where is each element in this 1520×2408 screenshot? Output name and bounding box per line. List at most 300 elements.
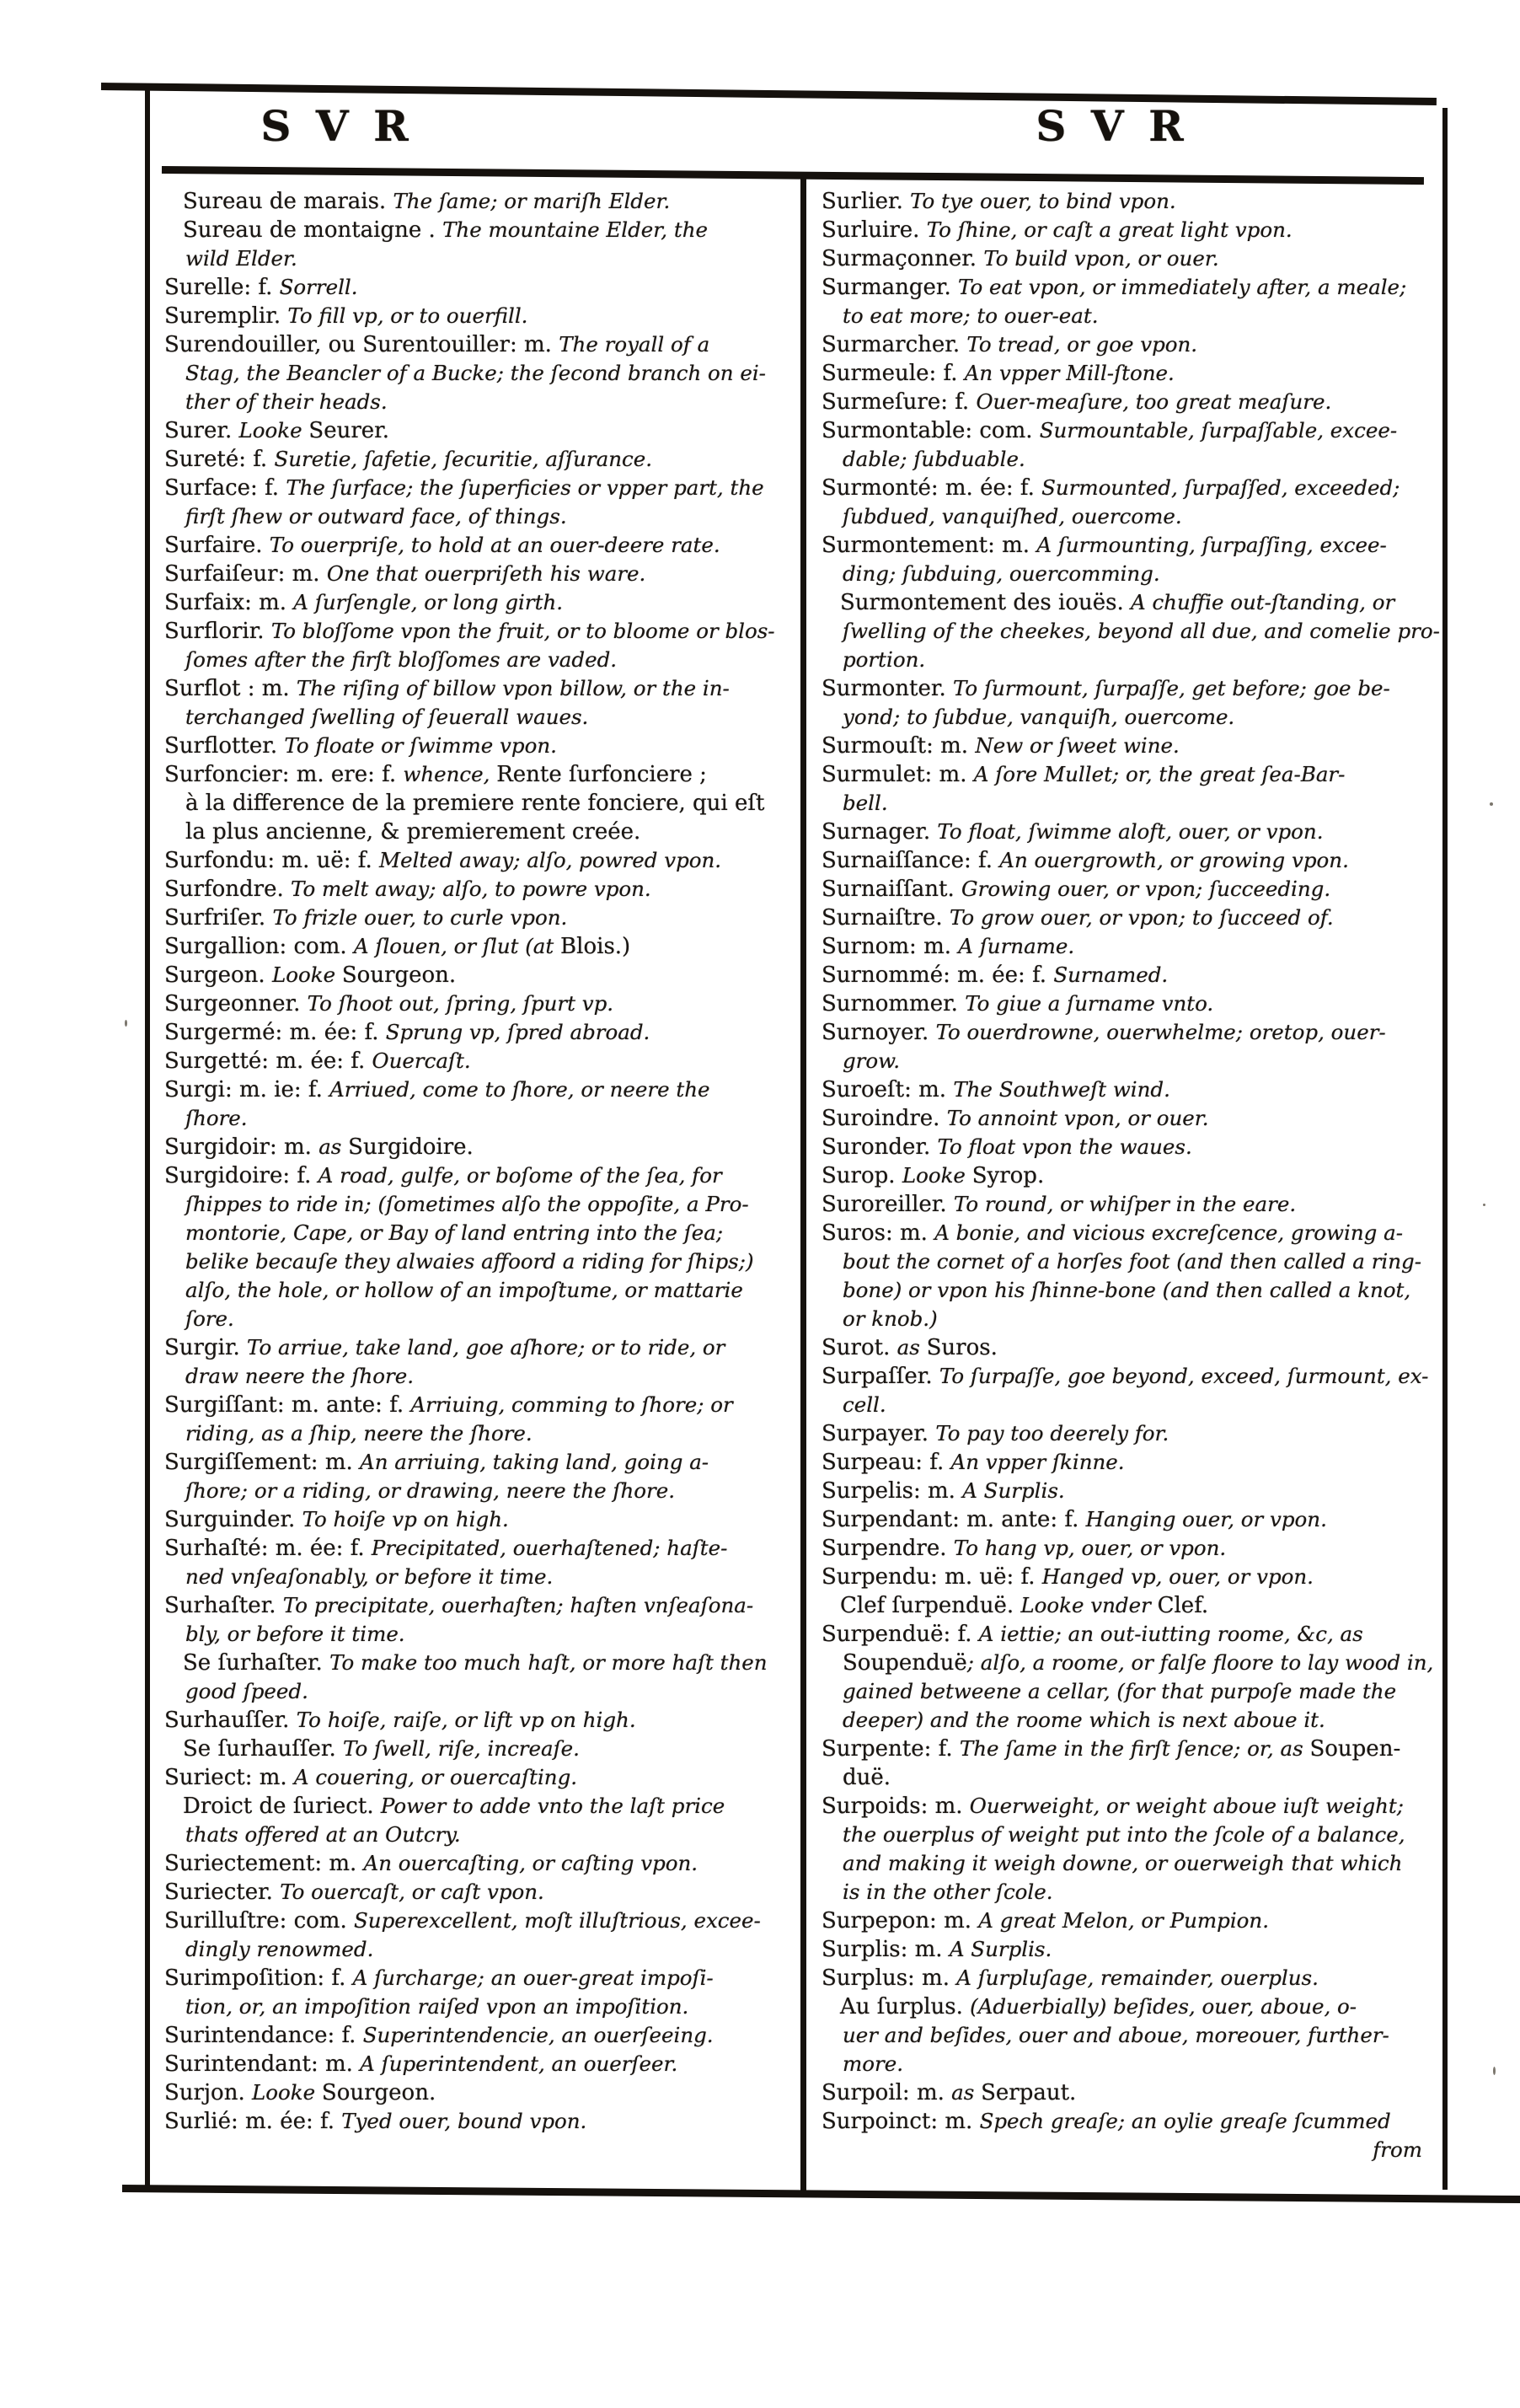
roman-text: Surlié: m. ée: f. — [164, 2109, 342, 2134]
text-line — [164, 502, 798, 531]
text-line — [822, 187, 1434, 216]
text-line — [822, 216, 1434, 244]
roman-text: Surnom: m. — [822, 934, 959, 959]
text-line — [164, 1849, 798, 1878]
italic-text: draw neere the ſhore. — [185, 1364, 415, 1388]
italic-text: ned vnſeaſonably, or before it time. — [185, 1564, 554, 1589]
text-line — [822, 302, 1434, 330]
roman-text: Suros: m. — [822, 1220, 935, 1246]
roman-text: Surot. — [822, 1335, 897, 1360]
roman-text: Sureté: f. — [164, 447, 275, 472]
italic-text: Tyed ouer, bound vpon. — [341, 2109, 587, 2133]
text-line — [822, 1792, 1434, 1821]
italic-text: A Surplis. — [962, 1478, 1065, 1503]
italic-text: bout the cornet of a horſes foot (and then called a ring- — [843, 1249, 1421, 1274]
text-line — [164, 2050, 798, 2078]
italic-text: firſt ſhew or outward face, of things. — [185, 504, 567, 528]
roman-text: Surplis: m. — [822, 1937, 950, 1962]
roman-text: Surfondu: m. uë: f. — [164, 848, 379, 873]
text-line — [164, 1104, 798, 1133]
roman-text: Suroreiller. — [822, 1192, 954, 1217]
italic-text: An vpper ſkinne. — [950, 1450, 1125, 1474]
italic-text: Spech greaſe; an oylie greaſe ſcummed — [979, 2109, 1391, 2133]
roman-text: Suroindre. — [822, 1106, 947, 1131]
roman-text: Surnager. — [822, 819, 938, 845]
left-column — [164, 187, 798, 2136]
text-line — [822, 1190, 1434, 1219]
scan-speck — [1490, 802, 1493, 806]
roman-text: Surgidoire. — [348, 1134, 474, 1160]
roman-text: Surfaiſeur: m. — [164, 561, 327, 587]
text-line — [822, 1706, 1434, 1735]
italic-text: ſubdued, vanquiſhed, ouercome. — [843, 504, 1182, 528]
roman-text: Surer. — [164, 418, 239, 443]
roman-text: Surpaſſer. — [822, 1364, 939, 1389]
text-line — [822, 1735, 1434, 1763]
roman-text: Suriecter. — [164, 1880, 281, 1905]
text-line — [164, 1706, 798, 1735]
italic-text: Melted away; alſo, powred vpon. — [379, 848, 722, 872]
italic-text: and making it weigh downe, or ouerweigh that which — [843, 1851, 1403, 1875]
italic-text: ſwelling of the cheekes, beyond all due, and comelie pro- — [843, 619, 1440, 643]
roman-text: Sureau de marais. — [183, 189, 393, 214]
text-line — [164, 1735, 798, 1763]
roman-text: Surgidoire: f. — [164, 1163, 318, 1188]
roman-text: Au ſurplus. — [840, 1994, 971, 2019]
italic-text: To ſurpaſſe, goe beyond, exceed, ſurmount, ex- — [939, 1364, 1429, 1388]
text-line — [164, 1448, 798, 1477]
roman-text: Surgi: m. ie: f. — [164, 1077, 330, 1102]
roman-text: Seurer. — [308, 418, 389, 443]
italic-text: A chuffie out-ſtanding, or — [1130, 590, 1395, 614]
text-line — [822, 1649, 1434, 1677]
italic-text: Looke vnder — [1020, 1593, 1158, 1617]
text-line — [164, 989, 798, 1018]
text-line — [164, 1907, 798, 1935]
text-line — [822, 674, 1434, 703]
text-line — [822, 989, 1434, 1018]
italic-text: ther of their heads. — [185, 389, 388, 414]
text-line — [822, 1563, 1434, 1591]
roman-text: Surpendre. — [822, 1536, 954, 1561]
text-line — [164, 1362, 798, 1391]
italic-text: Surmountable, ſurpaſſable, excee- — [1039, 418, 1398, 442]
italic-text: Stag, the Beancler of a Bucke; the ſecond branch on ei- — [185, 361, 766, 385]
text-line — [822, 1505, 1434, 1534]
text-line — [164, 1247, 798, 1276]
text-line — [822, 1133, 1434, 1161]
roman-text: Rente ſurfonciere ; — [496, 762, 707, 787]
roman-text: Surluire. — [822, 217, 927, 243]
roman-text: Syrop. — [971, 1163, 1045, 1188]
roman-text: Surpoids: m. — [822, 1794, 970, 1819]
italic-text: To float vpon the waues. — [937, 1134, 1192, 1159]
text-line — [164, 1821, 798, 1849]
text-line — [822, 932, 1434, 961]
text-line — [822, 789, 1434, 818]
roman-text: Suroeſt: m. — [822, 1077, 954, 1102]
italic-text: belike becauſe they alwaies affoord a riding for ſhips;) — [185, 1249, 754, 1274]
text-line — [822, 1219, 1434, 1247]
text-line — [822, 273, 1434, 302]
text-line — [822, 531, 1434, 560]
text-line — [164, 588, 798, 617]
roman-text: Surgir. — [164, 1335, 248, 1360]
italic-text: ſomes after the firſt bloſſomes are vaded. — [185, 647, 618, 672]
text-line — [822, 1878, 1434, 1907]
text-line — [822, 2021, 1434, 2050]
italic-text: A ſurpluſage, remainder, ouerplus. — [956, 1966, 1319, 1990]
italic-text: bell. — [843, 791, 888, 815]
text-line — [822, 846, 1434, 875]
roman-text: Surpelis: m. — [822, 1478, 963, 1504]
italic-text: uer and beſides, ouer and aboue, moreouer, further- — [843, 2023, 1389, 2047]
running-head-left: S V R — [260, 101, 414, 151]
roman-text: Surplus: m. — [822, 1966, 957, 1991]
italic-text: from — [1373, 2137, 1422, 2162]
left-border-rule — [145, 84, 150, 2191]
roman-text: Surjon. — [164, 2080, 252, 2105]
roman-text: Surgermé: m. ée: f. — [164, 1020, 386, 1045]
text-line — [164, 2107, 798, 2136]
roman-text: Surhauſſer. — [164, 1708, 297, 1733]
italic-text: Sprung vp, ſpred abroad. — [385, 1020, 650, 1044]
roman-text: Surimpoſition: f. — [164, 1966, 353, 1991]
roman-text: Surop. — [822, 1163, 902, 1188]
right-column — [822, 187, 1440, 2164]
roman-text: Surpendu: m. uë: f. — [822, 1564, 1042, 1590]
italic-text: or knob.) — [843, 1306, 938, 1331]
text-line — [164, 1419, 798, 1448]
roman-text: Surmonter. — [822, 676, 953, 701]
roman-text: Surmarcher. — [822, 332, 967, 357]
roman-text: Surpeau: f. — [822, 1450, 951, 1475]
text-line — [164, 2078, 798, 2107]
italic-text: To eat vpon, or immediately after, a meale; — [958, 275, 1407, 299]
italic-text: To hoiſe, raiſe, or lift vp on high. — [296, 1708, 636, 1732]
roman-text: Surfoncier: m. ere: f. — [164, 762, 404, 787]
roman-text: Surmouſt: m. — [822, 733, 976, 759]
italic-text: The ſame; or mariſh Elder. — [393, 189, 671, 213]
text-line — [164, 904, 798, 932]
text-line — [164, 445, 798, 474]
italic-text: To fill vp, or to ouerfill. — [287, 303, 528, 328]
italic-text: To floate or ſwimme vpon. — [284, 733, 557, 758]
roman-text: Surmontement: m. — [822, 533, 1037, 558]
roman-text: Surfaire. — [164, 533, 270, 558]
italic-text: Power to adde vnto the laſt price — [380, 1794, 725, 1818]
italic-text: To ſhoot out, ſpring, ſpurt vp. — [307, 991, 614, 1016]
text-line — [822, 2050, 1434, 2078]
text-line — [164, 1792, 798, 1821]
italic-text: To melt away; alſo, to powre vpon. — [291, 877, 651, 901]
roman-text: Surintendant: m. — [164, 2051, 361, 2077]
italic-text: The riſing of billow vpon billow, or the in- — [296, 676, 730, 700]
italic-text: is in the other ſcole. — [843, 1880, 1053, 1904]
text-line — [164, 1649, 798, 1677]
italic-text: Hanged vp, ouer, or vpon. — [1041, 1564, 1314, 1589]
italic-text: To make too much haſt, or more haſt then — [329, 1650, 768, 1675]
italic-text: To round, or whiſper in the eare. — [953, 1192, 1297, 1216]
text-line — [164, 1219, 798, 1247]
text-line — [164, 1964, 798, 1992]
scan-speck — [125, 1020, 127, 1027]
italic-text: An ouercaſting, or caſting vpon. — [363, 1851, 698, 1875]
roman-text: Suros. — [926, 1335, 998, 1360]
roman-text: Surflot : m. — [164, 676, 297, 701]
text-line — [822, 703, 1434, 732]
scan-speck — [1493, 2067, 1496, 2075]
roman-text: Surguinder. — [164, 1507, 302, 1532]
roman-text: Surgiſſement: m. — [164, 1450, 361, 1475]
text-line — [822, 1935, 1434, 1964]
roman-text: Surpenduë: f. — [822, 1622, 979, 1647]
text-line — [822, 588, 1434, 617]
italic-text: ſore. — [185, 1306, 234, 1331]
italic-text: Surmounted, ſurpaſſed, exceeded; — [1041, 475, 1400, 500]
italic-text: as — [951, 2080, 982, 2105]
italic-text: To hang vp, ouer, or vpon. — [953, 1536, 1227, 1560]
text-line — [822, 875, 1434, 904]
roman-text: Surfaix: m. — [164, 590, 294, 615]
text-line — [164, 789, 798, 818]
italic-text: A great Melon, or Pumpion. — [978, 1908, 1269, 1933]
italic-text: To tye ouer, to bind vpon. — [910, 189, 1176, 213]
text-line — [822, 1075, 1434, 1104]
italic-text: bone) or vpon his ſhinne-bone (and then called a knot, — [843, 1278, 1411, 1302]
italic-text: To ouercaſt, or caſt vpon. — [280, 1880, 544, 1904]
roman-text: Surface: f. — [164, 475, 286, 501]
italic-text: dable; ſubduable. — [843, 447, 1025, 471]
italic-text: A bonie, and vicious excreſcence, growing a- — [934, 1220, 1403, 1245]
roman-text: Surpendant: m. ante: f. — [822, 1507, 1086, 1532]
text-line — [822, 1534, 1434, 1563]
italic-text: Superexcellent, moſt illuſtrious, excee- — [354, 1908, 761, 1933]
roman-text: Serpaut. — [981, 2080, 1077, 2105]
text-line — [164, 1333, 798, 1362]
italic-text: portion. — [843, 647, 926, 672]
text-line — [822, 1419, 1434, 1448]
text-line — [164, 359, 798, 388]
italic-text: A ſurſengle, or long girth. — [293, 590, 564, 614]
roman-text: duë. — [843, 1765, 891, 1790]
roman-text: Surnaiſſant. — [822, 877, 962, 902]
italic-text: New or ſweet wine. — [975, 733, 1180, 758]
italic-text: ; alſo, a roome, or falſe floore to lay wood in, — [966, 1650, 1434, 1675]
italic-text: cell. — [843, 1392, 886, 1417]
italic-text: To ſwell, riſe, increaſe. — [343, 1736, 580, 1761]
text-line — [822, 818, 1434, 846]
roman-text: Surnommer. — [822, 991, 966, 1016]
italic-text: as — [896, 1335, 927, 1360]
text-line — [164, 474, 798, 502]
roman-text: Surpente: f. — [822, 1736, 960, 1762]
text-line — [164, 273, 798, 302]
text-line — [822, 617, 1440, 646]
text-line — [822, 474, 1434, 502]
text-line — [822, 961, 1434, 989]
text-line — [164, 244, 798, 273]
roman-text: Surmeſure: f. — [822, 389, 977, 415]
italic-text: ſhore; or a riding, or drawing, neere the ſhore. — [185, 1478, 675, 1503]
roman-text: Soupenduë — [843, 1650, 967, 1676]
italic-text: ſhore. — [185, 1106, 248, 1130]
roman-text: Suriectement: m. — [164, 1851, 364, 1876]
italic-text: Growing ouer, or vpon; ſucceeding. — [961, 877, 1331, 901]
italic-text: To ſhine, or caſt a great light vpon. — [926, 217, 1293, 242]
roman-text: Surmaçonner. — [822, 246, 984, 271]
italic-text: the ouerplus of weight put into the ſcole of a balance, — [843, 1822, 1405, 1847]
italic-text: To tread, or goe vpon. — [966, 332, 1198, 357]
text-line — [822, 1161, 1434, 1190]
italic-text: The mountaine Elder, the — [442, 217, 709, 242]
italic-text: to eat more; to ouer-eat. — [843, 303, 1099, 328]
text-line — [822, 1821, 1434, 1849]
roman-text: Surintendance: f. — [164, 2023, 363, 2048]
text-line — [822, 388, 1434, 416]
text-line — [164, 846, 798, 875]
text-line — [164, 416, 798, 445]
text-line — [164, 1591, 798, 1620]
text-line — [822, 502, 1434, 531]
italic-text: Hanging ouer, or vpon. — [1085, 1507, 1327, 1531]
roman-text: Surmonté: m. ée: f. — [822, 475, 1042, 501]
text-line — [822, 244, 1434, 273]
italic-text: To pay too deerely for. — [935, 1421, 1169, 1445]
column-divider-rule — [800, 174, 806, 2191]
text-line — [822, 2078, 1434, 2107]
text-line — [164, 1505, 798, 1534]
text-line — [164, 388, 798, 416]
italic-text: Precipitated, ouerhaſtened; haſte- — [371, 1536, 728, 1560]
italic-text: gained betweene a cellar, (for that purpoſe made the — [843, 1679, 1397, 1703]
text-line — [164, 961, 798, 989]
roman-text: Se ſurhauſſer. — [183, 1736, 343, 1762]
italic-text: The royall of a — [559, 332, 710, 357]
italic-text: The Southweſt wind. — [953, 1077, 1170, 1102]
roman-text: Surpayer. — [822, 1421, 936, 1446]
text-line — [164, 875, 798, 904]
italic-text: ding; ſubduing, ouercomming. — [843, 561, 1160, 586]
text-line — [164, 1305, 798, 1333]
text-line — [164, 302, 798, 330]
text-line — [822, 330, 1434, 359]
roman-text: Surmeule: f. — [822, 361, 965, 386]
text-line — [164, 1534, 798, 1563]
text-line — [164, 760, 798, 789]
text-line — [164, 330, 798, 359]
italic-text: alſo, the hole, or hollow of an impoſtume, or mattarie — [185, 1278, 743, 1302]
italic-text: as — [318, 1134, 349, 1159]
text-line — [822, 1992, 1434, 2021]
italic-text: To ouerpriſe, to hold at an ouer-deere rate. — [269, 533, 720, 557]
text-line — [164, 617, 798, 646]
italic-text: Suretie, ſafetie, ſecuritie, aſſurance. — [274, 447, 652, 471]
italic-text: A ſlouen, or ſlut (at — [353, 934, 561, 958]
text-line — [164, 1620, 798, 1649]
italic-text: One that ouerpriſeth his ware. — [326, 561, 646, 586]
text-line — [164, 531, 798, 560]
italic-text: Surnamed. — [1053, 963, 1169, 987]
italic-text: To ſurmount, ſurpaſſe, get before; goe be- — [952, 676, 1390, 700]
right-border-rule — [1442, 108, 1448, 2190]
italic-text: To arriue, take land, goe aſhore; or to ride, or — [247, 1335, 725, 1360]
text-line — [822, 1477, 1434, 1505]
italic-text: A ſuperintendent, an ouerſeer. — [360, 2051, 678, 2076]
roman-text: Surhaſté: m. ée: f. — [164, 1536, 372, 1561]
italic-text: An vpper Mill-ſtone. — [964, 361, 1175, 385]
roman-text: Surnaiſtre. — [822, 905, 950, 930]
italic-text: The ſurface; the ſuperficies or vpper part, the — [286, 475, 764, 500]
text-line — [164, 1276, 798, 1305]
italic-text: riding, as a ſhip, neere the ſhore. — [185, 1421, 533, 1445]
roman-text: Surelle: f. — [164, 275, 280, 300]
italic-text: To float, ſwimme aloft, ouer, or vpon. — [937, 819, 1324, 844]
text-line — [164, 187, 798, 216]
italic-text: Arriuing, comming to ſhore; or — [410, 1392, 733, 1417]
roman-text: Surhaſter. — [164, 1593, 283, 1618]
roman-text: Surpoil: m. — [822, 2080, 952, 2105]
italic-text: A Surplis. — [949, 1937, 1052, 1961]
italic-text: To annoint vpon, or ouer. — [946, 1106, 1209, 1130]
italic-text: To frizle ouer, to curle vpon. — [272, 905, 568, 930]
italic-text: To bloſſome vpon the fruit, or to bloome or blos- — [270, 619, 775, 643]
italic-text: A couering, or ouercaſting. — [293, 1765, 578, 1789]
text-line — [822, 1018, 1434, 1047]
italic-text: To grow ouer, or vpon; to ſucceed of. — [949, 905, 1334, 930]
text-line — [822, 1964, 1434, 1992]
italic-text: Looke — [238, 418, 309, 442]
roman-text: Se ſurhaſter. — [183, 1650, 330, 1676]
text-line — [164, 1391, 798, 1419]
text-line — [822, 904, 1434, 932]
roman-text: Suronder. — [822, 1134, 938, 1160]
roman-text: Surgiſſant: m. ante: f. — [164, 1392, 411, 1418]
roman-text: à la difference de la premiere rente fonciere, qui eſt — [185, 791, 765, 816]
roman-text: Suriect: m. — [164, 1765, 294, 1790]
text-line — [164, 1047, 798, 1075]
italic-text: To build vpon, or ouer. — [983, 246, 1219, 271]
text-line — [822, 1305, 1434, 1333]
text-line — [822, 560, 1434, 588]
roman-text: la plus ancienne, & premierement creée. — [185, 819, 641, 845]
text-line — [822, 1620, 1434, 1649]
roman-text: Surgeon. — [164, 963, 272, 988]
italic-text: The ſame in the firſt ſence; or, as — [959, 1736, 1310, 1761]
text-line — [822, 1763, 1434, 1792]
italic-text: thats offered at an Outcry. — [185, 1822, 461, 1847]
roman-text: Surmulet: m. — [822, 762, 974, 787]
roman-text: Surendouiller, ou Surentouiller: m. — [164, 332, 559, 357]
text-line — [822, 1104, 1434, 1133]
italic-text: tion, or, an impoſition raiſed vpon an impoſition. — [185, 1994, 689, 2019]
roman-text: Sourgeon. — [341, 963, 457, 988]
text-line — [164, 1161, 798, 1190]
roman-text: Surmontement des iouës. — [840, 590, 1131, 615]
text-line — [164, 1763, 798, 1792]
roman-text: Surnoyer. — [822, 1020, 936, 1045]
roman-text: Surmanger. — [822, 275, 959, 300]
text-line — [822, 416, 1434, 445]
italic-text: whence, — [403, 762, 497, 786]
roman-text: Surgetté: m. ée: f. — [164, 1048, 372, 1074]
text-line — [164, 932, 798, 961]
roman-text: Blois.) — [560, 934, 631, 959]
text-line — [164, 1190, 798, 1219]
text-line — [822, 1362, 1434, 1391]
italic-text: Arriued, come to ſhore, or neere the — [329, 1077, 710, 1102]
italic-text: To giue a ſurname vnto. — [965, 991, 1214, 1016]
